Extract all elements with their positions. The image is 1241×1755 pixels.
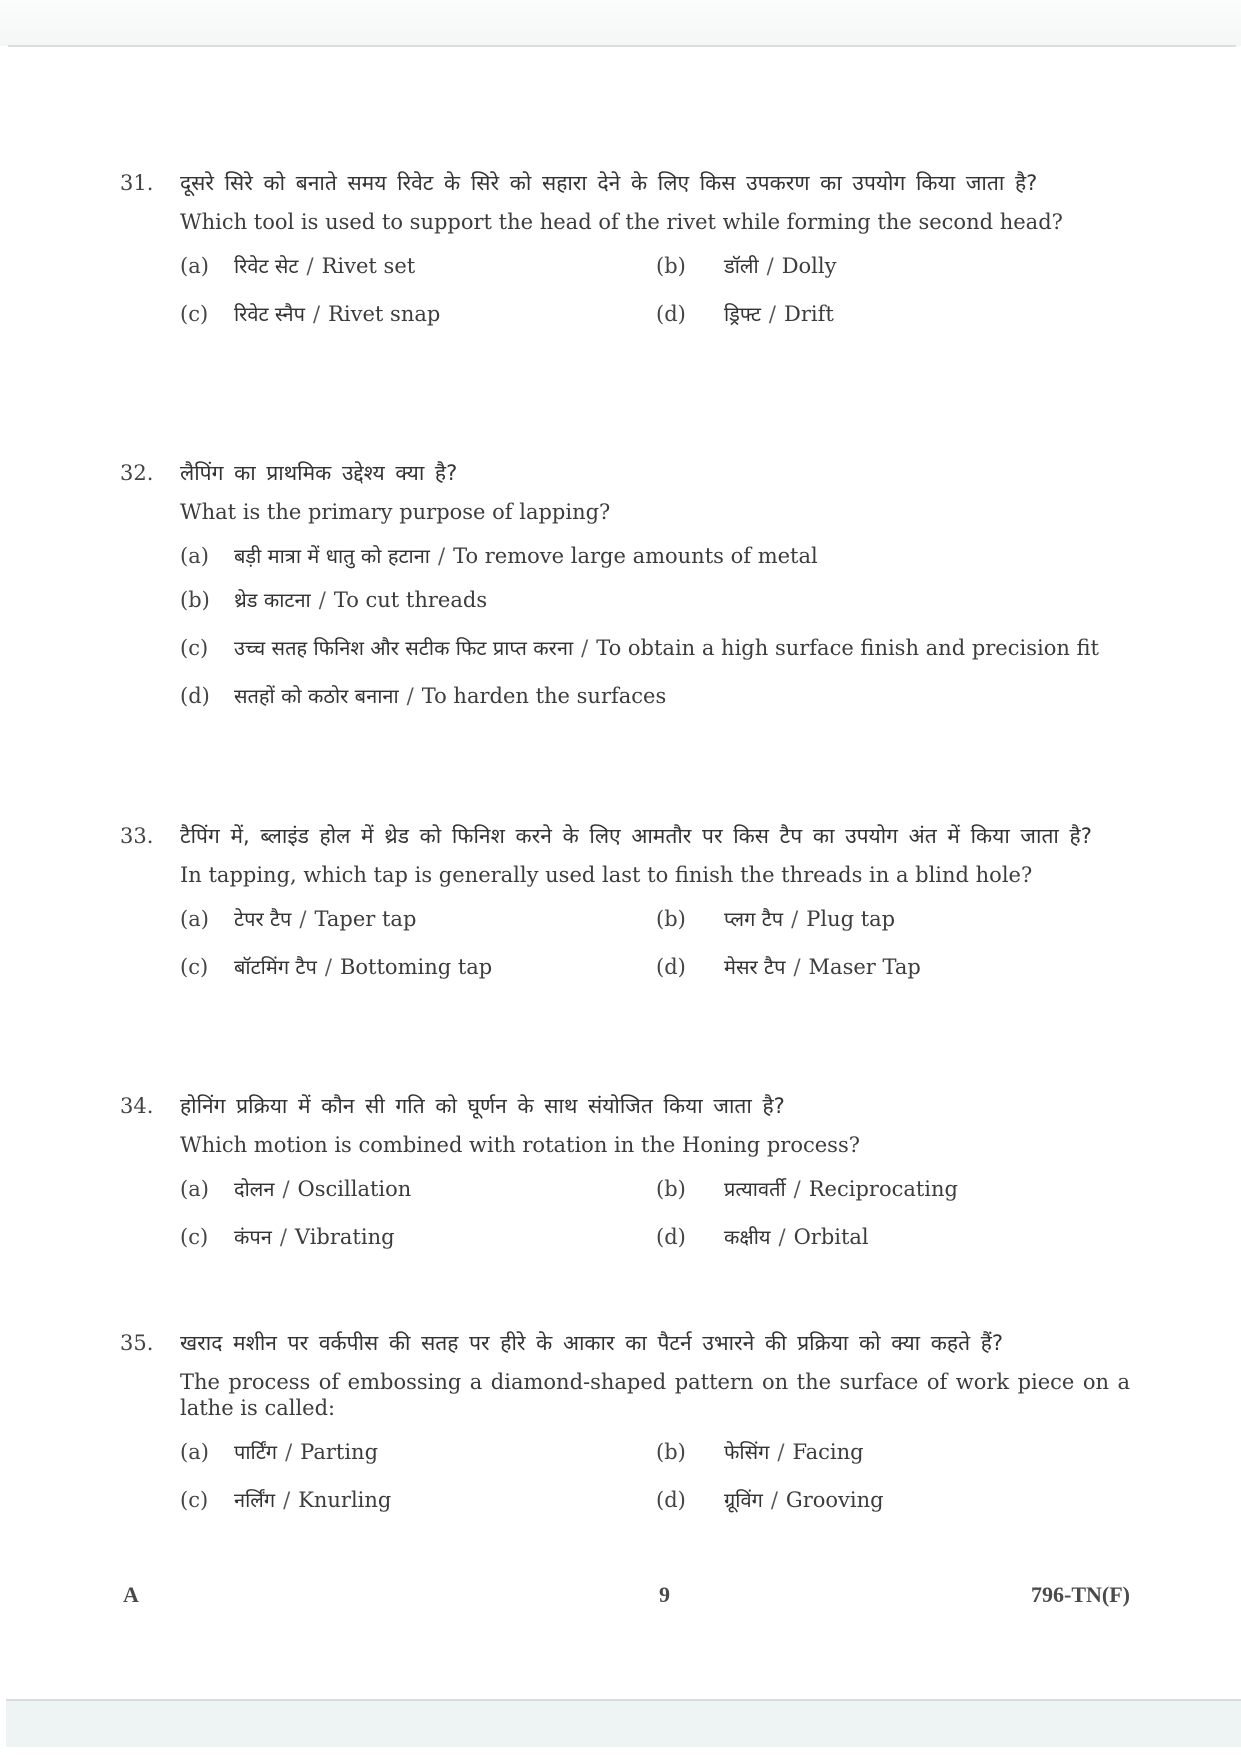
option-text-hindi: मेसर टैप xyxy=(724,955,786,979)
option-label: (a) xyxy=(180,544,209,568)
paper-code: 796-TN(F) xyxy=(1031,1582,1130,1607)
question-text-english: In tapping, which tap is generally used last to finish the threads in a blind hole? xyxy=(180,863,1033,887)
option-label: (b) xyxy=(656,1440,686,1464)
option-text-english: Dolly xyxy=(781,254,837,278)
option-a xyxy=(180,1176,656,1203)
question-number: 31. xyxy=(120,171,154,195)
option-a xyxy=(180,543,1130,570)
option-text-hindi: टेपर टैप xyxy=(234,907,292,931)
option-label: (a) xyxy=(180,907,209,931)
option-text-english: Plug tap xyxy=(806,907,896,931)
question-32 xyxy=(120,455,1130,710)
option-text-english: Drift xyxy=(784,302,834,326)
option-separator: / xyxy=(777,1440,785,1464)
option-label: (d) xyxy=(656,302,686,326)
question-35 xyxy=(120,1325,1130,1514)
option-text-hindi: सतहों को कठोर बनाना xyxy=(234,684,399,708)
option-a xyxy=(180,906,656,933)
option-c xyxy=(180,631,1130,666)
options xyxy=(180,1439,1130,1514)
option-text-hindi: ग्रूविंग xyxy=(724,1488,763,1512)
question-text-hindi: खराद मशीन पर वर्कपीस की सतह पर हीरे के आकार का पैटर्न उभारने की प्रक्रिया को क्या कहते हैं? xyxy=(180,1331,1004,1355)
option-text-hindi: डॉली xyxy=(724,254,759,278)
option-text-english: To harden the surfaces xyxy=(421,684,667,708)
option-label: (c) xyxy=(180,955,209,979)
option-separator: / xyxy=(791,907,799,931)
option-text-hindi: उच्च सतह फिनिश और सटीक फिट प्राप्त करना xyxy=(234,636,574,660)
option-c xyxy=(180,954,656,981)
option-separator: / xyxy=(285,1440,293,1464)
option-text-hindi: प्लग टैप xyxy=(724,907,784,931)
option-c xyxy=(180,1487,656,1514)
booklet-series: A xyxy=(123,1582,139,1607)
option-text-hindi: रिवेट स्नैप xyxy=(234,302,306,326)
option-separator: / xyxy=(318,588,326,612)
option-separator: / xyxy=(778,1225,786,1249)
option-text-english: Oscillation xyxy=(297,1177,412,1201)
option-label: (b) xyxy=(656,1177,686,1201)
option-a xyxy=(180,253,656,280)
option-text-hindi: पार्टिंग xyxy=(234,1440,278,1464)
option-text-english: Rivet snap xyxy=(328,302,441,326)
question-text-hindi: दूसरे सिरे को बनाते समय रिवेट के सिरे को सहारा देने के लिए किस उपकरण का उपयोग किया जाता है? xyxy=(180,171,1038,195)
option-label: (c) xyxy=(180,302,209,326)
page-number: 9 xyxy=(659,1582,670,1607)
options xyxy=(180,543,1130,710)
option-text-english: To obtain a high surface finish and precision fit xyxy=(596,636,1099,660)
question-text-hindi: लैपिंग का प्राथमिक उद्देश्य क्या है? xyxy=(180,461,458,485)
question-text-english: The process of embossing a diamond-shaped pattern on the surface of work piece on a lathe is called: xyxy=(180,1370,1130,1420)
option-a xyxy=(180,1439,656,1466)
option-text-english: To cut threads xyxy=(333,588,488,612)
option-separator: / xyxy=(306,254,314,278)
option-text-hindi: बॉटमिंग टैप xyxy=(234,955,317,979)
option-text-english: Rivet set xyxy=(321,254,416,278)
option-label: (c) xyxy=(180,636,209,660)
option-label: (b) xyxy=(180,588,210,612)
option-b xyxy=(180,587,1130,614)
options xyxy=(180,906,1130,981)
option-text-hindi: रिवेट सेट xyxy=(234,254,299,278)
option-text-english: Knurling xyxy=(298,1488,392,1512)
question-33 xyxy=(120,818,1130,981)
option-text-english: Reciprocating xyxy=(808,1177,958,1201)
question-text-hindi: होनिंग प्रक्रिया में कौन सी गति को घूर्णन के साथ संयोजित किया जाता है? xyxy=(180,1094,785,1118)
option-text-english: Facing xyxy=(792,1440,864,1464)
option-text-hindi: कक्षीय xyxy=(724,1225,771,1249)
option-b xyxy=(656,1176,1130,1203)
option-separator: / xyxy=(438,544,446,568)
option-d xyxy=(180,683,1130,710)
option-separator: / xyxy=(299,907,307,931)
option-separator: / xyxy=(770,1488,778,1512)
option-separator: / xyxy=(766,254,774,278)
question-text-english: Which tool is used to support the head of the rivet while forming the second head? xyxy=(180,210,1063,234)
option-label: (a) xyxy=(180,1177,209,1201)
option-text-english: Grooving xyxy=(785,1488,884,1512)
option-text-english: Vibrating xyxy=(294,1225,395,1249)
question-text-english: Which motion is combined with rotation in the Honing process? xyxy=(180,1133,860,1157)
option-label: (d) xyxy=(656,1225,686,1249)
option-text-english: Parting xyxy=(300,1440,379,1464)
option-text-hindi: ड्रिफ्ट xyxy=(724,302,761,326)
question-text-english: What is the primary purpose of lapping? xyxy=(180,500,611,524)
option-text-hindi: थ्रेड काटना xyxy=(234,588,311,612)
option-c xyxy=(180,301,656,328)
options xyxy=(180,1176,1130,1251)
option-label: (a) xyxy=(180,254,209,278)
option-text-hindi: प्रत्यावर्ती xyxy=(724,1177,786,1201)
option-label: (b) xyxy=(656,254,686,278)
option-c xyxy=(180,1224,656,1251)
question-number: 34. xyxy=(120,1094,154,1118)
option-text-english: To remove large amounts of metal xyxy=(453,544,818,568)
question-number: 33. xyxy=(120,824,154,848)
option-separator: / xyxy=(279,1225,287,1249)
option-text-english: Taper tap xyxy=(314,907,417,931)
question-34 xyxy=(120,1088,1130,1251)
option-separator: / xyxy=(581,636,589,660)
option-label: (b) xyxy=(656,907,686,931)
question-number: 32. xyxy=(120,461,154,485)
option-label: (a) xyxy=(180,1440,209,1464)
option-d xyxy=(656,301,1130,328)
option-b xyxy=(656,253,1130,280)
option-text-hindi: नर्लिंग xyxy=(234,1488,276,1512)
option-separator: / xyxy=(282,1177,290,1201)
option-text-english: Orbital xyxy=(793,1225,869,1249)
option-label: (d) xyxy=(180,684,210,708)
options xyxy=(180,253,1130,328)
option-d xyxy=(656,1487,1130,1514)
option-separator: / xyxy=(313,302,321,326)
option-d xyxy=(656,954,1130,981)
option-separator: / xyxy=(793,955,801,979)
question-text-hindi: टैपिंग में, ब्लाइंड होल में थ्रेड को फिनिश करने के लिए आमतौर पर किस टैप का उपयोग अंत में किया जाता है? xyxy=(180,824,1092,848)
option-separator: / xyxy=(324,955,332,979)
question-31 xyxy=(120,165,1130,328)
option-label: (d) xyxy=(656,1488,686,1512)
option-text-hindi: दोलन xyxy=(234,1177,275,1201)
scan-edge-bottom xyxy=(6,1699,1241,1747)
option-b xyxy=(656,1439,1130,1466)
option-text-hindi: बड़ी मात्रा में धातु को हटाना xyxy=(234,544,430,568)
option-text-hindi: कंपन xyxy=(234,1225,272,1249)
option-separator: / xyxy=(283,1488,291,1512)
option-text-english: Maser Tap xyxy=(808,955,921,979)
option-b xyxy=(656,906,1130,933)
option-text-english: Bottoming tap xyxy=(339,955,493,979)
option-separator: / xyxy=(768,302,776,326)
option-label: (c) xyxy=(180,1488,209,1512)
option-separator: / xyxy=(793,1177,801,1201)
question-number: 35. xyxy=(120,1331,154,1355)
option-label: (c) xyxy=(180,1225,209,1249)
option-separator: / xyxy=(406,684,414,708)
option-text-hindi: फेसिंग xyxy=(724,1440,770,1464)
option-d xyxy=(656,1224,1130,1251)
option-label: (d) xyxy=(656,955,686,979)
